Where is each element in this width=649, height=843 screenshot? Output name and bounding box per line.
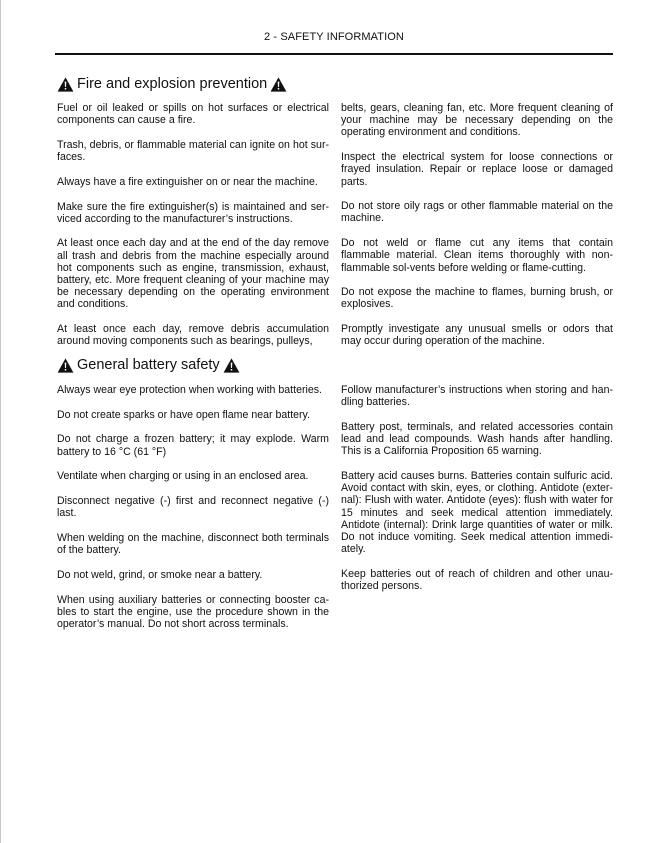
paragraph: When using auxiliary batteries or connecting booster ca-bles to start the engine, use the procedure shown in the operator’s manual. Do not short across terminals. [57, 593, 329, 630]
paragraph: Do not weld, grind, or smoke near a battery. [57, 568, 263, 581]
paragraph: Always have a fire extinguisher on or near the machine. [57, 175, 318, 188]
paragraph: Battery acid causes burns. Batteries contain sulfuric acid. Avoid contact with skin, eyes, or clothing. Antidote (exter-nal): Flush with water. Antidote (eyes): flush with water for 15 minutes and seek medical attention immediately. Antidote (internal): Drink large quantities of water or milk. Do not induce vomiting. Seek medical attention immedi-ately. [341, 470, 613, 556]
paragraph: Ventilate when charging or using in an enclosed area. [57, 470, 309, 483]
paragraph: belts, gears, cleaning fan, etc. More frequent cleaning of your machine may be necessary depending on the operating environment and conditions. [341, 102, 613, 139]
page-left-border [0, 0, 1, 843]
paragraph: Promptly investigate any unusual smells or odors that may occur during operation of the machine. [341, 323, 613, 348]
paragraph: Do not store oily rags or other flammable material on the machine. [341, 200, 613, 225]
warning-triangle-icon [270, 77, 287, 92]
warning-triangle-icon [57, 358, 74, 373]
paragraph: At least once each day, remove debris accumulation around moving components such as bearings, pulleys, [57, 323, 329, 348]
paragraph: When welding on the machine, disconnect both terminals of the battery. [57, 531, 329, 557]
paragraph: Do not expose the machine to flames, burning brush, or explosives. [341, 286, 613, 311]
paragraph: Do not charge a frozen battery; it may explode. Warm battery to 16 °C (61 °F) [57, 433, 329, 458]
battery-left-column [57, 384, 329, 643]
section-title-text: General battery safety [77, 357, 220, 373]
section-title-text: Fire and explosion prevention [77, 76, 268, 92]
header-rule [55, 53, 613, 55]
fire-left-column [57, 102, 329, 360]
paragraph: Disconnect negative (-) first and reconnect negative (-) last. [57, 495, 329, 520]
paragraph: At least once each day and at the end of the day remove all trash and debris from the machine especially around hot components such as engine, transmission, exhaust, battery, etc. More frequent cleaning of your machine may be necessary depending on the operating environment and conditions. [57, 237, 329, 311]
warning-triangle-icon [223, 358, 240, 373]
paragraph: Always wear eye protection when working with batteries. [57, 384, 322, 396]
fire-right-column [341, 102, 613, 360]
paragraph: Make sure the fire extinguisher(s) is maintained and ser-viced according to the manufacturer’s instructions. [57, 200, 329, 225]
paragraph: Inspect the electrical system for loose connections or frayed insulation. Repair or replace loose or damaged parts. [341, 151, 613, 188]
paragraph: Keep batteries out of reach of children and other unau-thorized persons. [341, 567, 613, 593]
paragraph: Battery post, terminals, and related accessories contain lead and lead compounds. Wash hands after handling. This is a California Proposition 65 warning. [341, 420, 613, 458]
paragraph: Follow manufacturer’s instructions when storing and han-dling batteries. [341, 384, 613, 409]
paragraph: Do not weld or flame cut any items that contain flammable material. Clean items thoroughly with non-flammable sol-vents before welding or flame-cutting. [341, 237, 613, 274]
paragraph: Fuel or oil leaked or spills on hot surfaces or electrical components can cause a fire. [57, 102, 329, 127]
battery-right-column [341, 384, 613, 605]
paragraph: Do not create sparks or have open flame near battery. [57, 408, 311, 421]
warning-triangle-icon [57, 77, 74, 92]
page-header: 2 - SAFETY INFORMATION [264, 31, 404, 43]
section-title-battery [57, 356, 243, 374]
section-title-fire [57, 75, 290, 93]
paragraph: Trash, debris, or flammable material can ignite on hot sur-faces. [57, 138, 329, 164]
